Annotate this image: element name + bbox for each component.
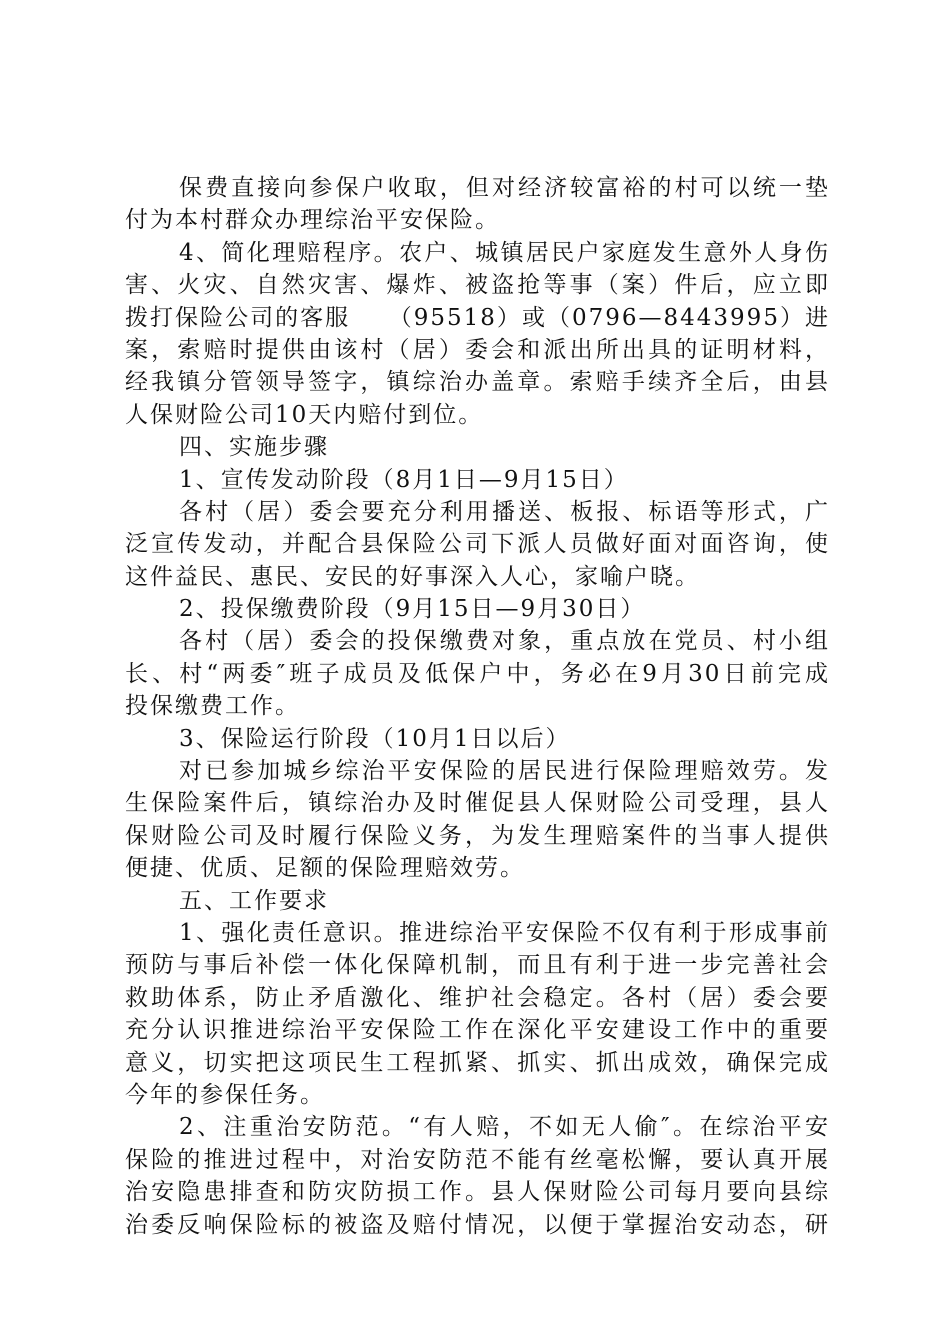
text-line: 3、保险运行阶段（10月1日以后） [179,725,571,752]
text-line: 四、实施步骤 [179,434,329,461]
text-line: 4、简化理赔程序。农户、城镇居民户家庭发生意外人身伤 [179,239,830,266]
text-line: 各村（居）委会的投保缴费对象，重点放在党员、村小组 [179,628,830,655]
text-line: 五、工作要求 [179,887,329,914]
text-line: 泛宣传发动，并配合县保险公司下派人员做好面对面咨询，使 [125,531,830,558]
text-line: 2、投保缴费阶段（9月15日—9月30日） [179,596,646,623]
text-line: 长、村“两委″班子成员及低保户中，务必在9月30日前完成 [125,660,830,687]
text-line: 便捷、优质、足额的保险理赔效劳。 [125,855,525,882]
document-body [125,172,830,1241]
text-line: 付为本村群众办理综治平安保险。 [125,207,500,234]
text-line: 人保财险公司10天内赔付到位。 [125,401,484,428]
text-line: 1、强化责任意识。推进综治平安保险不仅有利于形成事前 [179,919,830,946]
text-line: 治安隐患排查和防灾防损工作。县人保财险公司每月要向县综 [125,1179,830,1206]
text-line: 2、注重治安防范。“有人赔，不如无人偷″。在综治平安 [179,1114,830,1141]
text-line: 投保缴费工作。 [125,693,300,720]
text-line: 保费直接向参保户收取，但对经济较富裕的村可以统一垫 [179,175,830,201]
text-line: 经我镇分管领导签字，镇综治办盖章。索赔手续齐全后，由县 [125,369,830,396]
text-line: 治委反响保险标的被盗及赔付情况，以便于掌握治安动态，研 [125,1211,830,1238]
text-line: 拨打保险公司的客服 （95518）或（0796—8443995）进 [125,304,830,331]
text-line: 预防与事后补偿一体化保障机制，而且有利于进一步完善社会 [125,952,830,979]
text-line: 生保险案件后，镇综治办及时催促县人保财险公司受理，县人 [125,790,830,817]
text-line: 各村（居）委会要充分利用播送、板报、标语等形式，广 [179,498,830,525]
text-line: 这件益民、惠民、安民的好事深入人心，家喻户晓。 [125,563,700,590]
text-line: 对已参加城乡综治平安保险的居民进行保险理赔效劳。发 [179,758,830,785]
text-line: 救助体系，防止矛盾激化、维护社会稳定。各村（居）委会要 [125,984,830,1011]
text-line: 保财险公司及时履行保险义务，为发生理赔案件的当事人提供 [125,822,830,849]
text-line: 充分认识推进综治平安保险工作在深化平安建设工作中的重要 [125,1017,830,1044]
text-line: 1、宣传发动阶段（8月1日—9月15日） [179,466,629,493]
text-line: 害、火灾、自然灾害、爆炸、被盗抢等事（案）件后，应立即 [125,272,830,299]
text-line: 案，索赔时提供由该村（居）委会和派出所出具的证明材料， [125,336,830,363]
text-line: 保险的推进过程中，对治安防范不能有丝毫松懈，要认真开展 [125,1146,830,1173]
text-line: 今年的参保任务。 [125,1081,325,1108]
text-line: 意义，切实把这项民生工程抓紧、抓实、抓出成效，确保完成 [125,1049,830,1076]
